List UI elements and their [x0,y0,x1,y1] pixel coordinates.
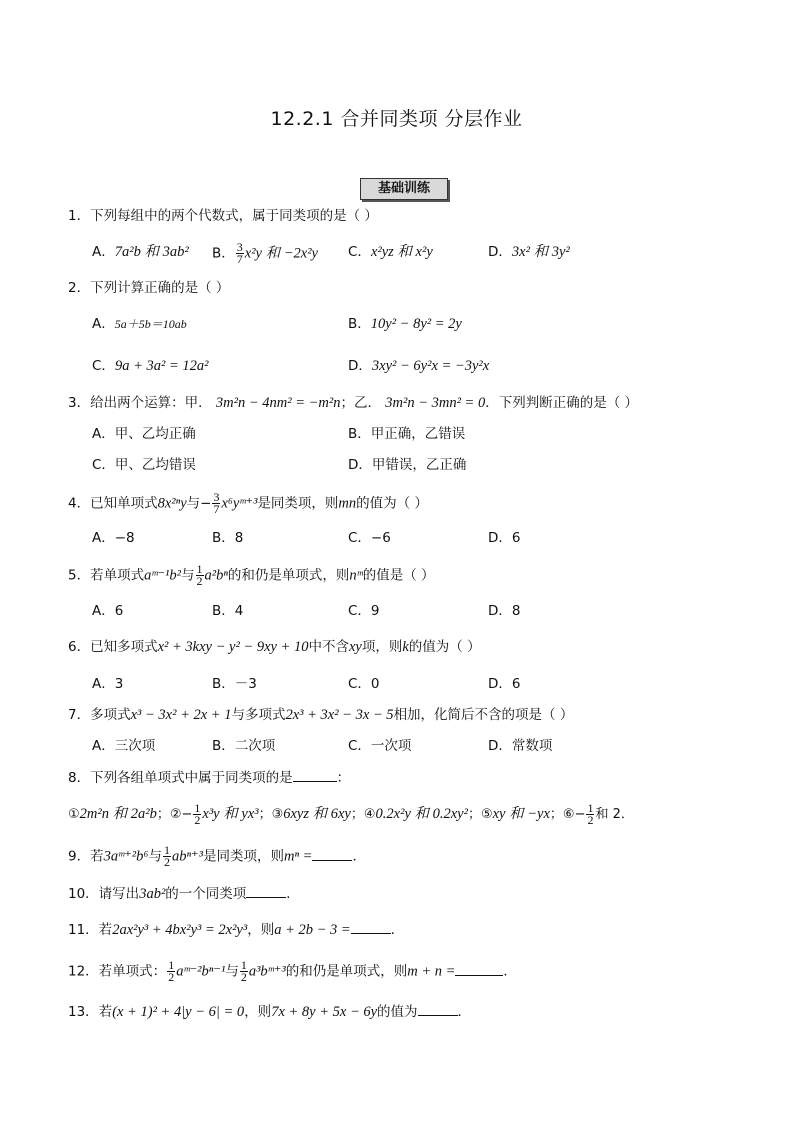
q6-option-a: A．3 [92,676,124,692]
q4-option-d: D．6 [488,530,521,546]
answer-blank [351,933,391,934]
answer-blank [293,781,337,782]
question-11: 11．若2ax²y³ + 4bx²y³ = 2x²y³，则a + 2b − 3 = ． [68,922,405,938]
section-label: 基础训练 [360,178,448,200]
q2-option-b: B．10y² − 8y² = 2y [348,316,462,332]
q6-option-c: C．0 [348,676,380,692]
question-6: 6．已知多项式x² + 3kxy − y² − 9xy + 10中不含xy项，则k的值为（ ） [68,639,481,655]
answer-blank [246,897,286,898]
q3-option-c: C．甲、乙均错误 [92,457,196,473]
question-7: 7．多项式x³ − 3x² + 2x + 1与多项式2x³ + 3x² − 3x − 5相加，化简后不含的项是（ ） [68,707,574,723]
question-13: 13．若(x + 1)² + 4|y − 6| = 0，则7x + 8y + 5x − 6y的值为 ． [68,1004,472,1020]
page-title: 12.2.1 合并同类项 分层作业 [270,108,523,130]
q5-option-b: B．4 [212,603,244,619]
q4-option-a: A．−8 [92,530,135,546]
q1-option-d: D．3x² 和 3y² [488,244,570,260]
q7-option-a: A．三次项 [92,738,156,754]
question-8: 8．下列各组单项式中属于同类项的是 ： [68,770,351,786]
question-8-groups: ①2m²n 和 2a²b；②− $\frac{1}{2}$ x³y 和 yx³；③6xyz 和 6xy；④0.2x²y 和 0.2xy²；⑤xy 和 −yx；⑥− $\frac{1}{2}$ 和 2． [68,801,634,827]
q3-option-d: D．甲错误，乙正确 [348,457,467,473]
answer-blank [455,975,503,976]
question-12: 12．若单项式： $\frac{1}{2}$ aᵐ⁻²bⁿ⁻¹与 $\frac{1}{2}$ a³bᵐ⁺³的和仍是单项式，则m + n = ． [68,958,517,984]
question-4: 4．已知单项式8x²ⁿy与− $\frac{3}{7}$ x⁶yᵐ⁺³是同类项，则mn的值为（ ） [68,490,428,516]
question-1: 1．下列每组中的两个代数式，属于同类项的是（ ） [68,208,378,224]
q5-option-d: D．8 [488,603,521,619]
q3-option-b: B．甲正确，乙错误 [348,426,466,442]
question-5: 5．若单项式aᵐ⁻¹b²与 $\frac{1}{2}$ a²bⁿ的和仍是单项式，则nᵐ的值是（ ） [68,562,435,588]
q2-option-c: C．9a + 3a² = 12a² [92,358,209,374]
q4-option-b: B．8 [212,530,244,546]
q1-option-c: C．x²yz 和 x²y [348,244,433,260]
q4-option-c: C．−6 [348,530,391,546]
question-3: 3．给出两个运算：甲． 3m²n − 4nm² = −m²n；乙． 3m²n − 3mn² = 0．下列判断正确的是（ ） [68,395,639,411]
q5-option-c: C．9 [348,603,380,619]
q1-option-a: A．7a²b 和 3ab² [92,244,189,260]
q2-option-d: D．3xy² − 6y²x = −3y²x [348,358,490,374]
answer-blank [312,860,352,861]
question-2: 2．下列计算正确的是（ ） [68,280,230,296]
question-10: 10．请写出3ab²的一个同类项 ． [68,886,300,902]
q6-option-b: B．－3 [212,676,257,692]
q7-option-c: C．一次项 [348,738,412,754]
answer-blank [418,1015,458,1016]
q7-option-b: B．二次项 [212,738,276,754]
q3-option-a: A．甲、乙均正确 [92,426,196,442]
q7-option-d: D．常数项 [488,738,553,754]
q1-option-b: B． $\frac{3}{7}$ x²y 和 −2x²y [212,240,318,266]
question-9: 9．若3aᵐ⁺²b⁶与 $\frac{1}{2}$ abⁿ⁺³是同类项，则mⁿ = ． [68,843,366,869]
q6-option-d: D．6 [488,676,521,692]
q2-option-a: A．5a＋5b＝10ab [92,316,187,332]
q5-option-a: A．6 [92,603,124,619]
